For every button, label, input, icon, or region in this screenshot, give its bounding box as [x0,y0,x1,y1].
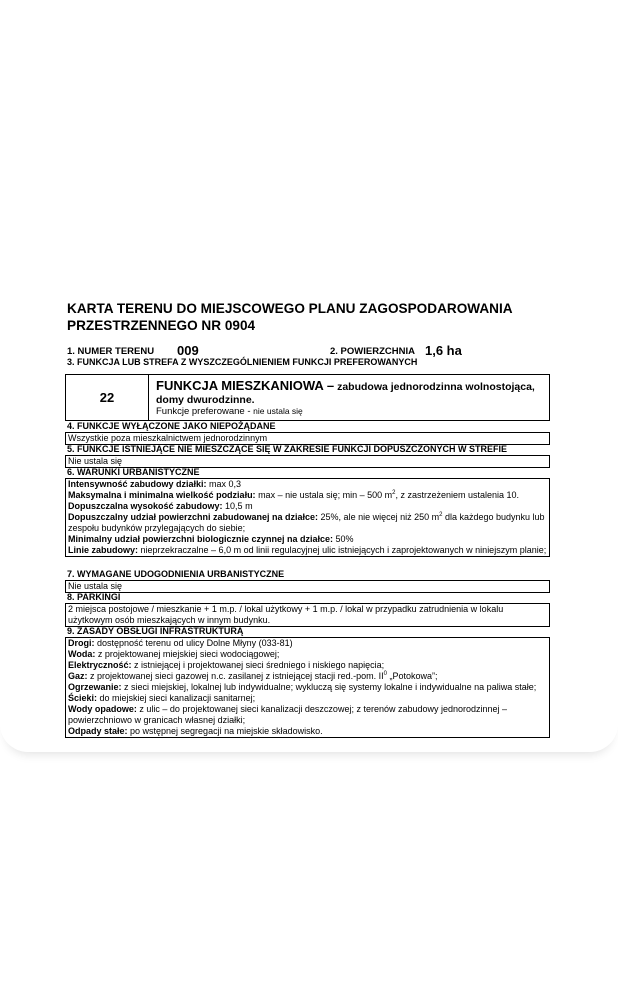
section-9-header: 9. ZASADY OBSŁUGI INFRASTRUKTURĄ [67,626,244,636]
building-lines-line: Linie zabudowy: nieprzekraczalne – 6,0 m od linii regulacyjnej ulic istniejących i zaprojektowanych w niniejszym planie; [68,545,547,555]
intensity-line: Intensywność zabudowy działki: max 0,3 [68,479,242,489]
section-5-header: 5. FUNKCJE ISTNIEJĄCE NIE MIESZCZĄCE SIĘ W ZAKRESIE FUNKCJI DOPUSZCZONYCH W STREFIE [67,444,508,454]
section-7-body: Nie ustala się [65,580,550,593]
function-desc: zabudowa jednorodzinna wolnostojąca, domy dwurodzinne. [156,381,535,406]
gas-line: Gaz: z projektowanej sieci gazowej n.c. zasilanej z istniejącej stacji red.-pom. $II^0$ „Potokowa”; [68,671,438,681]
terrain-header-row [67,342,567,358]
terrain-number-value: 009 [177,343,199,358]
section-6 [65,467,550,557]
bio-area-line: Minimalny udział powierzchni biologicznie czynnej na działce: 50% [68,534,354,544]
division-line: Maksymalna i minimalna wielkość podziału: max – nie ustala się; min – 500 $m^2$, z zastrzeżeniem ustalenia 10. [68,490,520,500]
sewage-line: Ścieki: do miejskiej sieci kanalizacji sanitarnej; [68,693,256,703]
section-6-header: 6. WARUNKI URBANISTYCZNE [67,467,200,477]
section-8-header: 8. PARKINGI [67,592,121,602]
section-5-body: Nie ustala się [65,455,550,468]
preferred-value: nie ustala się [253,406,303,416]
preferred-functions [156,406,303,417]
section-4-header: 4. FUNKCJE WYŁĄCZONE JAKO NIEPOŻĄDANE [67,421,276,431]
waste-line: Odpady stałe: po wstępnej segregacji na miejskie składowisko. [68,726,323,736]
section-5 [65,444,550,468]
section-7 [65,569,550,593]
section-8-body: 2 miejsca postojowe / mieszkanie + 1 m.p. / lokal użytkowy + 1 m.p. / lokal w przypadku zatrudnienia w lokalu użytkowym osób mieszkających w innym budynku. [65,603,550,627]
area-label: 2. POWIERZCHNIA [330,346,415,357]
section-4 [65,421,550,445]
rainwater-line: Wody opadowe: z ulic – do projektowanej sieci kanalizacji deszczowej; z terenów zabudowy jednorodzinnej – powierzchniowo w granicach własnej działki; [68,704,508,725]
section-9-body [65,637,550,738]
heating-line: Ogrzewanie: z sieci miejskiej, lokalnej lub indywidualne; wykluczą się systemy lokalne i indywidualne na paliwa stałe; [68,682,537,692]
height-line: Dopuszczalna wysokość zabudowy: 10,5 m [68,501,253,511]
section-8 [65,592,550,627]
function-box [65,374,550,421]
function-name: FUNKCJA MIESZKANIOWA – [156,378,335,393]
section-6-body [65,478,550,557]
built-area-line: Dopuszczalny udział powierzchni zabudowanej na działce: 25%, ale nie więcej niż 250 $m^2$ dla każdego budynku lub zespołu budynków przylegających do siebie; [68,512,545,533]
area-value: 1,6 ha [425,343,462,358]
section-4-body: Wszystkie poza mieszkalnictwem jednorodzinnym [65,432,550,445]
preferred-label: Funkcje preferowane - [156,406,254,417]
water-line: Woda: z projektowanej miejskiej sieci wodociągowej; [68,649,280,659]
terrain-number-label: 1. NUMER TERENU [67,346,155,357]
document-title: KARTA TERENU DO MIEJSCOWEGO PLANU ZAGOSPODAROWANIA PRZESTRZENNEGO NR 0904 [67,301,513,333]
function-section-header: 3. FUNKCJA LUB STREFA Z WYSZCZEGÓLNIENIEM FUNKCJI PREFEROWANYCH [67,357,418,367]
section-9 [65,626,550,738]
function-description [156,379,546,407]
function-number: 22 [66,375,149,420]
section-7-header: 7. WYMAGANE UDOGODNIENIA URBANISTYCZNE [67,569,285,579]
roads-line: Drogi: dostępność terenu od ulicy Dolne Młyny (033-81) [68,638,293,648]
electricity-line: Elektryczność: z istniejącej i projektowanej sieci średniego i niskiego napięcia; [68,660,385,670]
